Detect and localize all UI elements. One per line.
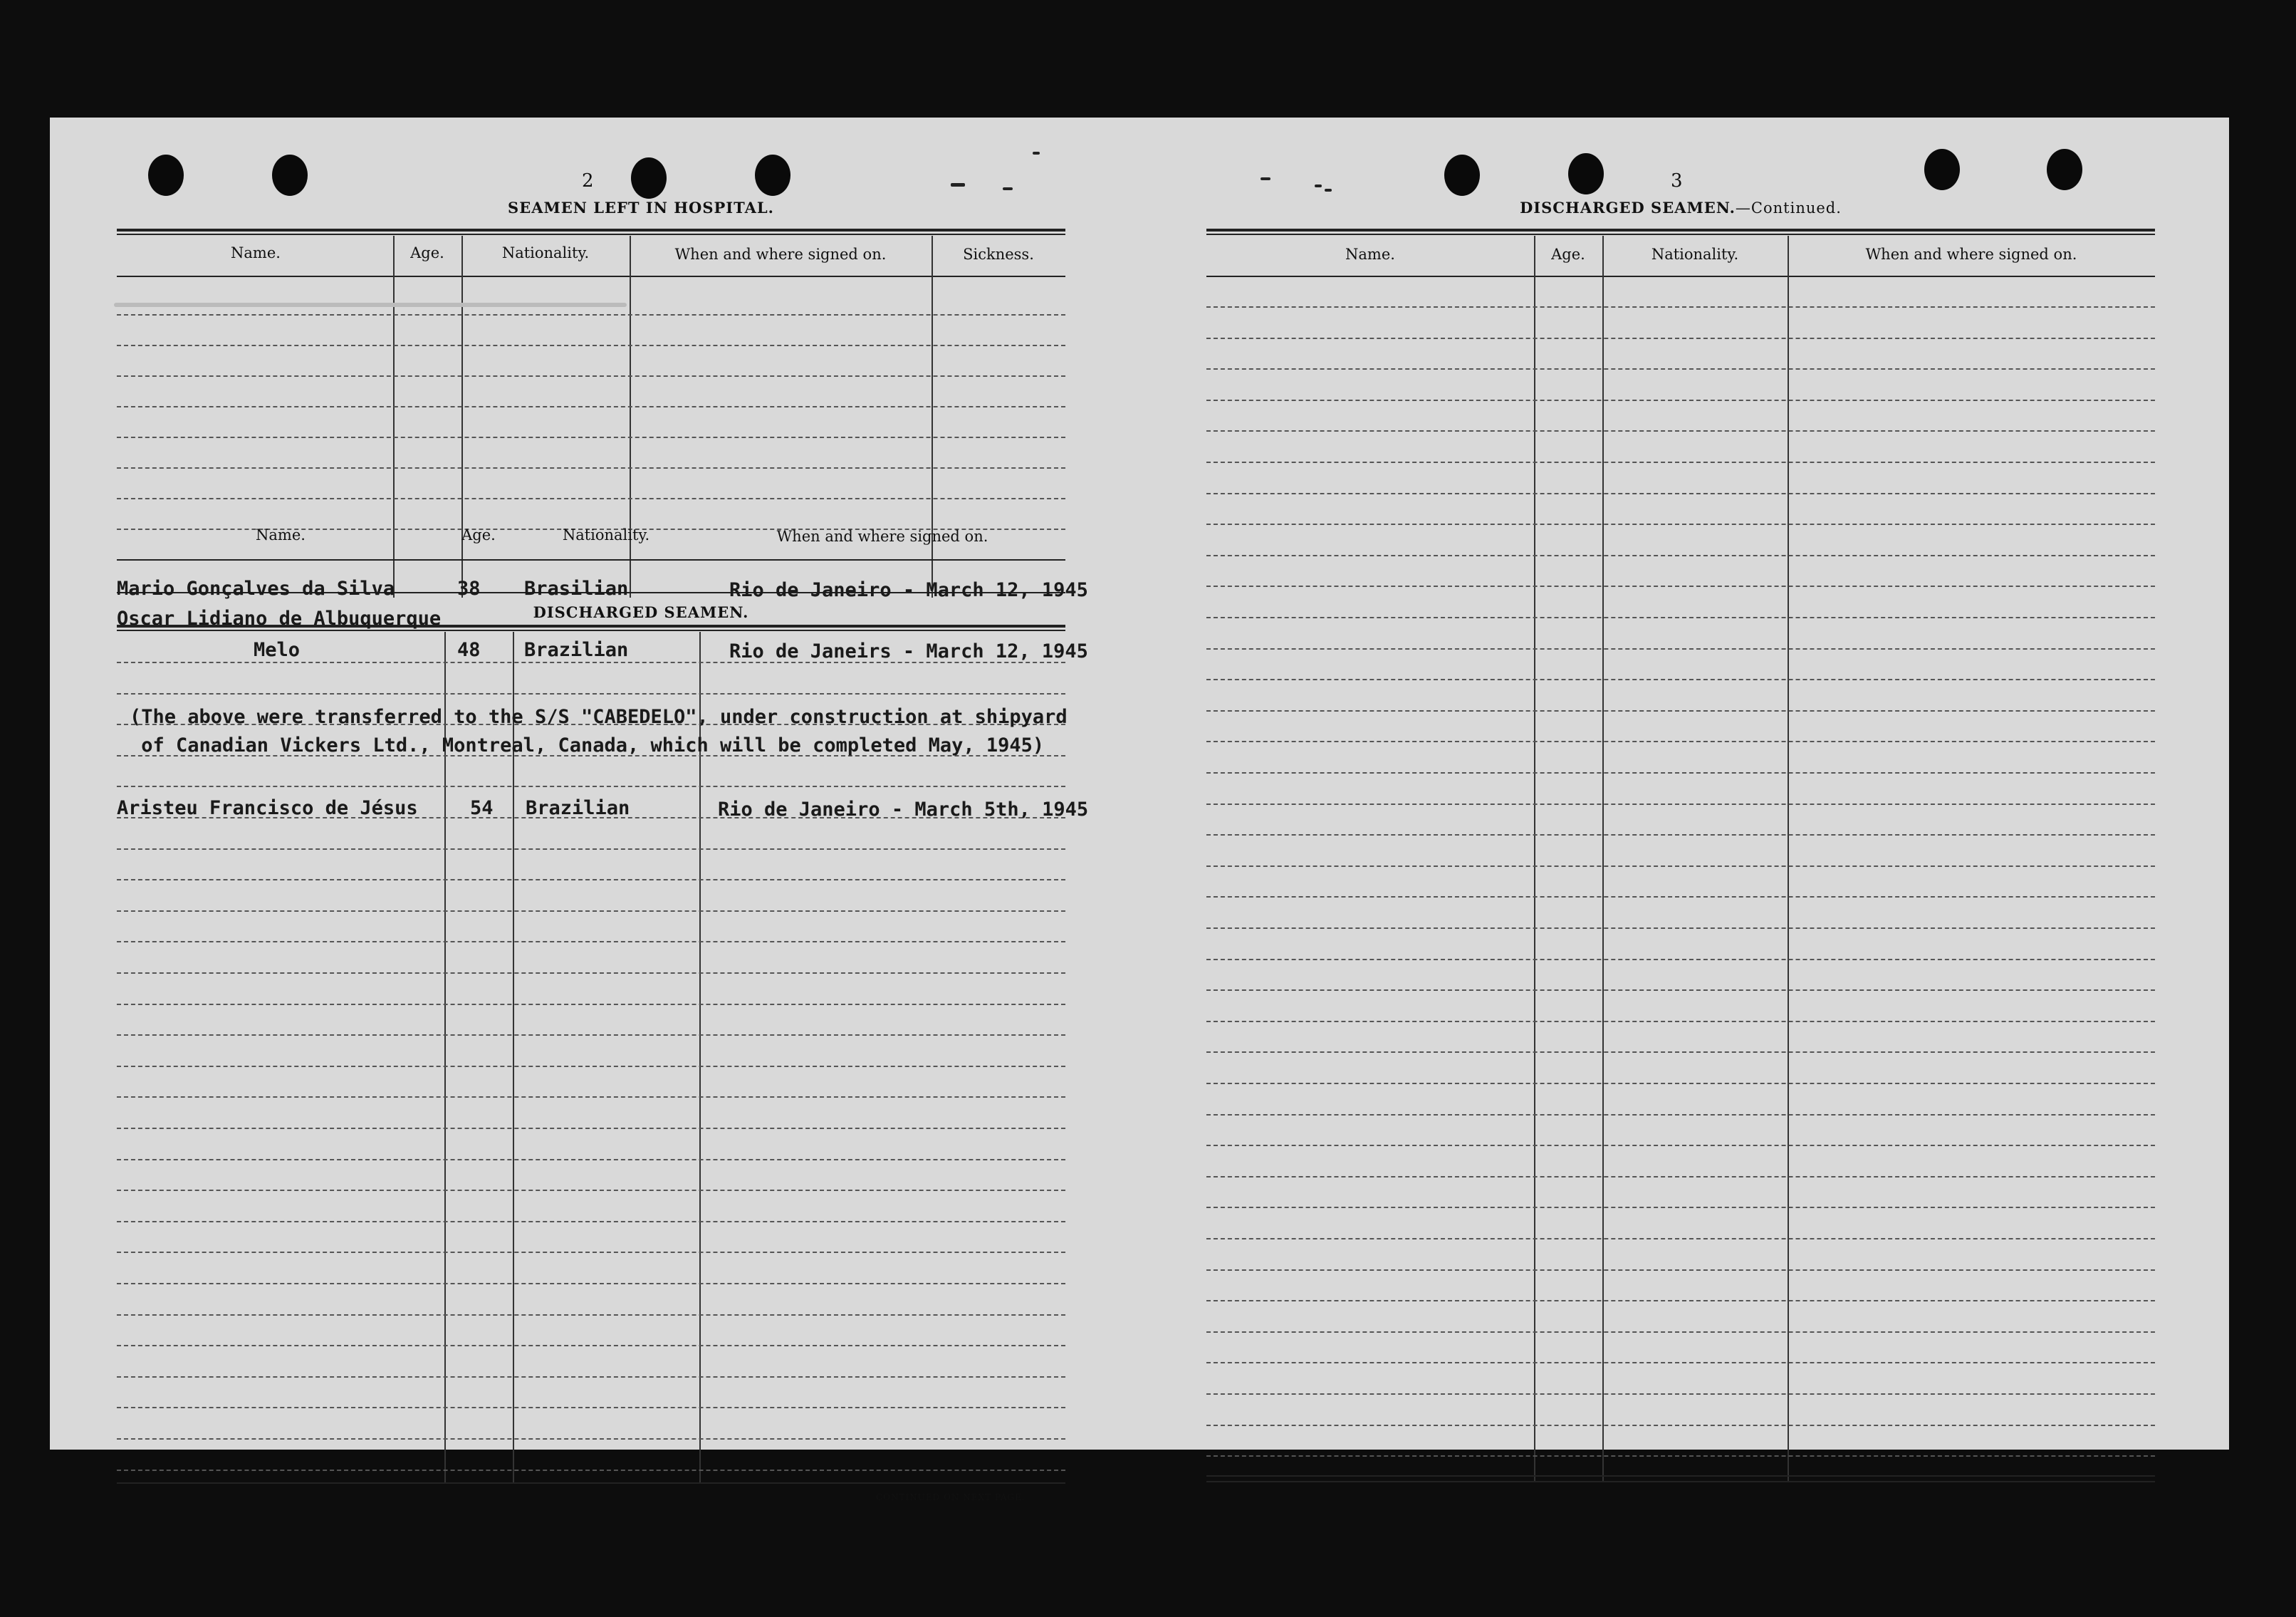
entry-3-signed-on: Rio de Janeiro - March 5th, 1945 <box>718 799 1089 821</box>
rule-line <box>1206 430 2155 432</box>
discharged-continued-title-suffix: —Continued. <box>1735 199 1842 217</box>
entry-2-age: 48 <box>457 639 481 661</box>
rule-line <box>117 1190 1065 1191</box>
rule-line <box>1206 804 2155 805</box>
rule-line <box>1206 1083 2155 1084</box>
rule-line <box>117 1438 1065 1440</box>
transfer-note-line1: (The above were transferred to the S/S "CABEDELO", under construction at shipyard <box>130 706 1068 728</box>
rule-line <box>117 1252 1065 1253</box>
rule-line <box>1206 927 2155 929</box>
punch-hole <box>1444 155 1480 196</box>
rule-line <box>1206 896 2155 898</box>
rule-line <box>1206 1393 2155 1395</box>
rule-line <box>117 1034 1065 1036</box>
rule-line <box>1206 400 2155 401</box>
discharged-continued-title-main: DISCHARGED SEAMEN. <box>1520 199 1736 217</box>
rule-line <box>1206 1145 2155 1146</box>
entry-3-age: 54 <box>470 797 494 819</box>
discharged-header-name-text: Name. <box>256 526 306 544</box>
rule-line <box>1206 586 2155 587</box>
discharged-section-title: DISCHARGED SEAMEN. <box>533 603 749 621</box>
entry-2-nationality: Brazilian <box>524 639 629 661</box>
entry-1-age: 38 <box>457 578 481 600</box>
rule-line <box>117 1470 1065 1471</box>
rule-line <box>117 848 1065 850</box>
rule-line <box>1206 462 2155 463</box>
rule-line <box>1206 1176 2155 1177</box>
rule-line <box>1206 1300 2155 1301</box>
rule-line <box>117 1407 1065 1408</box>
entry-1-signed-on: Rio de Janeiro - March 12, 1945 <box>729 579 1088 601</box>
rule-line <box>1206 1362 2155 1363</box>
rule-line <box>117 1221 1065 1222</box>
rule-line <box>1206 1051 2155 1053</box>
page-number-left: 2 <box>582 170 594 192</box>
page-number-right: 3 <box>1671 170 1683 192</box>
discharged-continued-title <box>1467 199 1894 217</box>
right-header-age: Age. <box>1551 246 1585 263</box>
register-sheet <box>50 118 2229 1502</box>
entry-2-signed-on: Rio de Janeirs - March 12, 1945 <box>729 640 1088 662</box>
rule-line <box>1206 772 2155 774</box>
rule-line <box>1206 338 2155 339</box>
entry-2-name-line2: Melo <box>254 639 301 661</box>
rule-line <box>1206 834 2155 836</box>
rule-line <box>117 1376 1065 1378</box>
rule-line <box>117 1283 1065 1284</box>
dust-speck <box>1003 187 1013 190</box>
dust-speck <box>951 183 965 187</box>
rule-line <box>1206 959 2155 960</box>
rule-line <box>1206 368 2155 370</box>
discharged-header-signed-on: When and where signed on. <box>776 528 988 545</box>
rule-line <box>1206 617 2155 618</box>
rule-line <box>1206 865 2155 867</box>
rule-line <box>1206 1269 2155 1271</box>
rule-line <box>117 941 1065 942</box>
transfer-note-line2: of Canadian Vickers Ltd., Montreal, Canada, which will be completed May, 1945) <box>130 734 1045 756</box>
punch-hole <box>1924 149 1960 190</box>
entry-1-nationality: Brasilian <box>524 578 629 600</box>
rule-line <box>1206 679 2155 680</box>
rule-line <box>117 910 1065 912</box>
hospital-header-age: Age. <box>410 244 444 261</box>
rule-line <box>117 1314 1065 1316</box>
punch-hole <box>272 155 308 196</box>
entry-1-name: Mario Gonçalves da Silva <box>117 578 395 600</box>
right-header-nationality: Nationality. <box>1651 246 1739 263</box>
rule-line <box>1206 493 2155 494</box>
discharged-header-nationality: Nationality. <box>562 526 650 544</box>
dust-speck <box>1261 177 1270 180</box>
rule-line <box>117 786 1065 787</box>
rule-line <box>1206 710 2155 712</box>
hospital-header-signed-on: When and where signed on. <box>674 246 887 263</box>
punch-hole <box>631 157 667 199</box>
discharged-header-age: Age. <box>461 526 496 544</box>
rule-line <box>1206 1238 2155 1239</box>
rule-line <box>117 1066 1065 1067</box>
rule-line <box>1206 989 2155 991</box>
rule-line <box>117 1345 1065 1346</box>
dust-speck <box>1033 152 1040 155</box>
rule-line <box>117 1004 1065 1005</box>
entry-3-name: Aristeu Francisco de Jésus <box>117 797 418 819</box>
punch-hole <box>1568 153 1604 194</box>
rule-line <box>117 972 1065 974</box>
punch-hole <box>148 155 184 196</box>
hospital-section-title: SEAMEN LEFT IN HOSPITAL. <box>508 199 774 217</box>
rule-line <box>1206 1455 2155 1457</box>
dust-speck <box>1315 184 1322 187</box>
erased-smudge <box>114 303 627 307</box>
continued-footer: CONTINUED ON NEXT PAGE. <box>876 1492 1026 1502</box>
punch-hole <box>755 155 790 196</box>
rule-line <box>117 693 1065 695</box>
rule-line <box>1206 1114 2155 1116</box>
hospital-header-sickness: Sickness. <box>963 246 1034 263</box>
rule-line <box>117 1128 1065 1129</box>
rule-line <box>1206 1425 2155 1426</box>
rule-line <box>1206 524 2155 525</box>
entry-3-nationality: Brazilian <box>526 797 630 819</box>
rule-line <box>1206 555 2155 556</box>
dust-speck <box>1325 189 1332 192</box>
entry-2-name-line1: Oscar Lidiano de Albuquerque <box>117 608 442 630</box>
rule-line <box>117 879 1065 880</box>
hospital-header-nationality: Nationality. <box>501 244 590 261</box>
rule-line <box>1206 648 2155 650</box>
punch-hole <box>2047 149 2082 190</box>
rule-line <box>1206 1021 2155 1022</box>
rule-line <box>1206 1331 2155 1333</box>
hospital-header-name: Name. <box>231 244 281 261</box>
rule-line <box>1206 1207 2155 1208</box>
rule-line <box>1206 306 2155 308</box>
right-header-signed-on: When and where signed on. <box>1865 246 2077 263</box>
right-header-name: Name. <box>1345 246 1395 263</box>
rule-line <box>117 1159 1065 1160</box>
rule-line <box>1206 741 2155 742</box>
rule-line <box>117 1096 1065 1098</box>
